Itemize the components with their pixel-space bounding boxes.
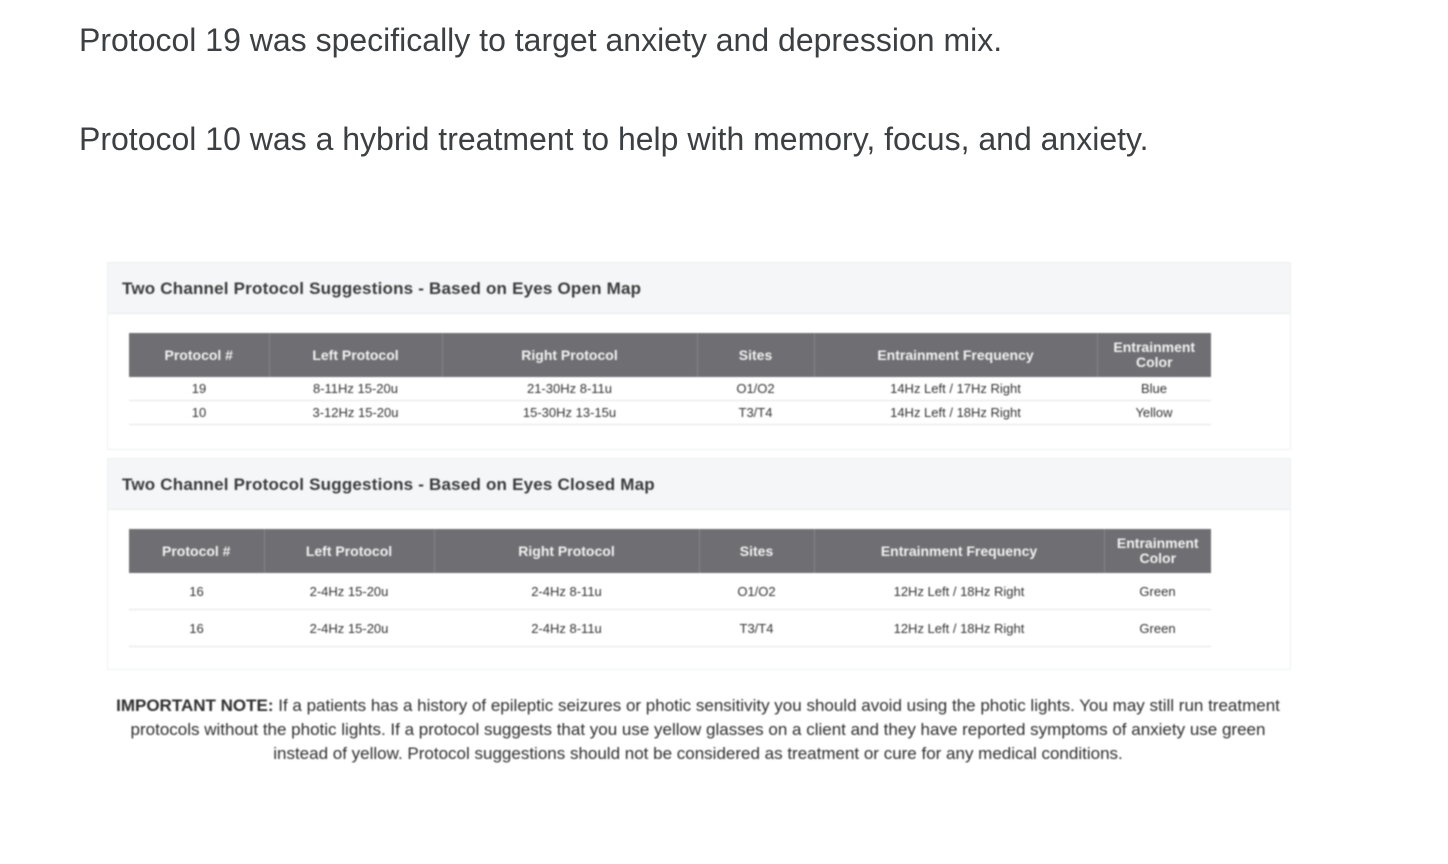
protocol-report-image: [107, 262, 1292, 810]
table-cell: 2-4Hz 15-20u: [264, 610, 434, 647]
table-cell: 12Hz Left / 18Hz Right: [814, 573, 1104, 610]
column-header: Protocol #: [129, 333, 269, 377]
column-header: Right Protocol: [434, 529, 699, 573]
eyes-closed-table: [129, 529, 1211, 647]
table-cell: T3/T4: [697, 401, 814, 425]
table-cell: 10: [129, 401, 269, 425]
table-header-row: [129, 333, 1211, 377]
eyes-open-section: [107, 262, 1291, 450]
important-note-text: If a patients has a history of epileptic seizures or photic sensitivity you should avoid using the photic lights. You may still run treatment protocols without the photic lights. If a protocol suggests that you use yellow glasses on a client and they have reported symptoms of anxiety use green instead of yellow. Protocol suggestions should not be considered as treatment or cure for any medical conditions.: [130, 696, 1280, 763]
paragraph-protocol-19: Protocol 19 was specifically to target anxiety and depression mix.: [79, 22, 1003, 58]
column-header: Entrainment Frequency: [814, 529, 1104, 573]
table-cell: 2-4Hz 15-20u: [264, 573, 434, 610]
table-cell: 8-11Hz 15-20u: [269, 377, 442, 401]
eyes-closed-section: [107, 458, 1291, 670]
table-row: [129, 401, 1211, 425]
table-cell: Yellow: [1097, 401, 1211, 425]
table-cell: O1/O2: [697, 377, 814, 401]
column-header: Sites: [697, 333, 814, 377]
column-header: Protocol #: [129, 529, 264, 573]
table-row: [129, 573, 1211, 610]
table-cell: Green: [1104, 573, 1211, 610]
important-note: [107, 694, 1289, 766]
section-header: [108, 263, 1290, 314]
eyes-open-table: [129, 333, 1211, 425]
table-cell: 21-30Hz 8-11u: [442, 377, 697, 401]
table-cell: 3-12Hz 15-20u: [269, 401, 442, 425]
table-cell: Blue: [1097, 377, 1211, 401]
table-row: [129, 610, 1211, 647]
table-row: [129, 377, 1211, 401]
table-header-row: [129, 529, 1211, 573]
important-note-label: IMPORTANT NOTE:: [116, 696, 274, 715]
table-cell: 2-4Hz 8-11u: [434, 573, 699, 610]
table-cell: O1/O2: [699, 573, 814, 610]
column-header: Entrainment Color: [1097, 333, 1211, 377]
table-cell: 16: [129, 610, 264, 647]
section-title: Two Channel Protocol Suggestions - Based on Eyes Open Map: [122, 279, 642, 298]
column-header: Right Protocol: [442, 333, 697, 377]
table-cell: 2-4Hz 8-11u: [434, 610, 699, 647]
column-header: Left Protocol: [269, 333, 442, 377]
table-cell: 12Hz Left / 18Hz Right: [814, 610, 1104, 647]
paragraph-protocol-10: Protocol 10 was a hybrid treatment to help with memory, focus, and anxiety.: [79, 121, 1149, 157]
column-header: Left Protocol: [264, 529, 434, 573]
column-header: Entrainment Frequency: [814, 333, 1097, 377]
table-cell: Green: [1104, 610, 1211, 647]
column-header: Sites: [699, 529, 814, 573]
table-cell: 15-30Hz 13-15u: [442, 401, 697, 425]
table-cell: 14Hz Left / 18Hz Right: [814, 401, 1097, 425]
table-cell: T3/T4: [699, 610, 814, 647]
section-header: [108, 459, 1290, 510]
section-title: Two Channel Protocol Suggestions - Based on Eyes Closed Map: [122, 475, 655, 494]
column-header: Entrainment Color: [1104, 529, 1211, 573]
table-cell: 14Hz Left / 17Hz Right: [814, 377, 1097, 401]
table-cell: 19: [129, 377, 269, 401]
table-cell: 16: [129, 573, 264, 610]
